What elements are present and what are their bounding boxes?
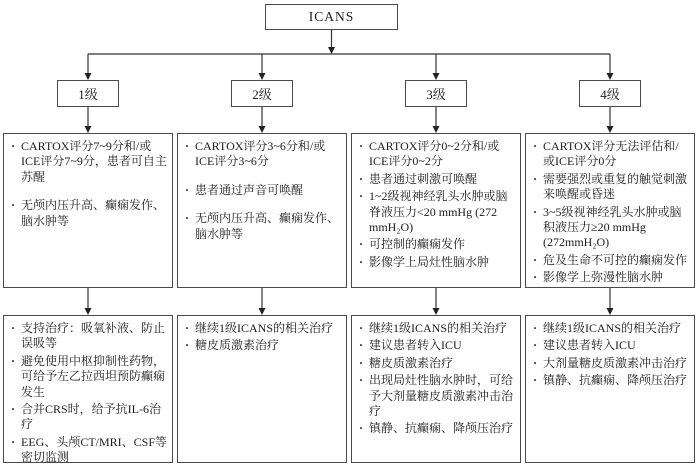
arrowhead-icon [607,308,614,315]
bullet-item [356,321,516,336]
bullet-text: 影像学上局灶性脑水肿 [369,254,490,269]
grade-node-3 [405,80,467,107]
bullet-text: 继续1级ICANS的相关治疗 [195,321,334,335]
bullet-text: 1~2级视神经乳头水肿或脑脊液压力<20 mmHg (272 mmH₂O) [369,189,508,235]
bullet-item [356,421,516,436]
bullet-item [8,321,168,352]
grade-node-2 [231,80,293,107]
bullet-text: CARTOX评分无法评估和/或ICE评分0分 [543,139,679,169]
arrowhead-icon [259,73,266,80]
arrowhead-icon [85,73,92,80]
bullet-text: 患者通过声音可唤醒 [195,182,304,197]
criteria-box-grade4 [525,133,695,288]
bullet-text: 3~5级视神经乳头水肿或脑积液压力≥20 mmHg (272mmH₂O) [543,204,682,250]
connector-title-to-rail [328,30,335,54]
bullet-item [356,237,516,252]
bullet-item [530,139,690,170]
grade-label: 2级 [252,87,272,102]
bullet-item [182,338,342,353]
bullet-item [8,435,168,466]
grade-label: 3级 [426,87,446,102]
bullet-text: 建议患者转入ICU [369,338,462,353]
bullet-item [182,139,342,170]
bullet-text: 镇静、抗癫痫、降颅压治疗 [543,373,688,388]
bullet-text: 影像学上弥漫性脑水肿 [543,270,664,285]
root-node-icans [265,4,398,30]
bullet-text: CARTOX评分7~9分和/或ICE评分7~9分，患者可自主苏醒 [21,139,167,184]
arrowhead-icon [328,47,335,54]
grade-label: 1级 [78,87,98,102]
bullet-text: EEG、头颅CT/MRI、CSF等密切监测 [21,434,168,465]
bullet-text: 糖皮质激素治疗 [195,338,280,353]
bullet-text: 危及生命不可控的癫痫发作 [543,252,688,267]
arrowhead-icon [607,126,614,133]
bullet-item [8,402,168,433]
bullet-text: 镇静、抗癫痫、降颅压治疗 [369,421,514,436]
bullet-text: 无颅内压升高、癫痫发作、脑水肿等 [195,211,340,241]
bullet-text: 避免使用中枢抑制性药物，可给予左乙拉西坦预防癫痫发生 [21,353,166,399]
bullet-item [356,338,516,353]
arrowhead-icon [433,73,440,80]
bullet-text: 出现局灶性脑水肿时，可给予大剂量糖皮质激素冲击治疗 [369,373,514,419]
treatment-box-grade1 [3,315,173,463]
bullet-text: 患者通过刺激可唤醒 [369,171,478,186]
bullet-item [356,139,516,170]
treatment-box-grade3 [351,315,521,463]
grade-node-4 [579,80,641,107]
arrowhead-icon [607,73,614,80]
bullet-item [8,139,168,185]
bullet-item [530,338,690,353]
treatment-box-grade4 [525,315,695,463]
bullet-item [530,356,690,371]
arrowhead-icon [259,308,266,315]
bullet-text: 需要强烈或重复的触觉刺激来唤醒或昏迷 [543,171,688,202]
grade-label: 4级 [600,87,620,102]
grade-node-1 [57,80,119,107]
bullet-item [8,198,168,229]
bullet-text: CARTOX评分0~2分和/或ICE评分0~2分 [369,139,500,169]
bullet-item [530,373,690,388]
arrowhead-icon [433,126,440,133]
bullet-item [182,183,342,198]
bullet-text: 无颅内压升高、癫痫发作、脑水肿等 [21,198,166,228]
bullet-item [182,321,342,336]
bullet-item [356,255,516,270]
arrowhead-icon [85,126,92,133]
bullet-item [530,270,690,285]
bullet-item [530,205,690,251]
arrowhead-icon [433,308,440,315]
criteria-box-grade3 [351,133,521,288]
bullet-text: 糖皮质激素治疗 [369,355,454,370]
treatment-box-grade2 [177,315,347,463]
bullet-text: 合并CRS时，给予抗IL-6治疗 [21,402,162,432]
bullet-item [8,354,168,400]
arrowhead-icon [259,126,266,133]
bullet-item [356,373,516,419]
bullet-item [182,211,342,242]
criteria-box-grade2 [177,133,347,288]
arrowhead-icon [85,308,92,315]
bullet-text: 大剂量糖皮质激素冲击治疗 [543,355,688,370]
bullet-text: CARTOX评分3~6分和/或ICE评分3~6分 [195,139,326,169]
bullet-text: 继续1级ICANS的相关治疗 [543,321,682,335]
criteria-box-grade1 [3,133,173,288]
bullet-text: 支持治疗：吸氧补液、防止误吸等 [21,321,166,351]
bullet-item [356,172,516,187]
root-title: ICANS [308,9,355,24]
bullet-text: 继续1级ICANS的相关治疗 [369,321,508,335]
bullet-item [356,356,516,371]
bullet-item [356,189,516,235]
bullet-text: 建议患者转入ICU [543,338,636,353]
bullet-text: 可控制的癫痫发作 [369,237,466,252]
bullet-item [530,253,690,268]
bullet-item [530,321,690,336]
bullet-item [530,172,690,203]
